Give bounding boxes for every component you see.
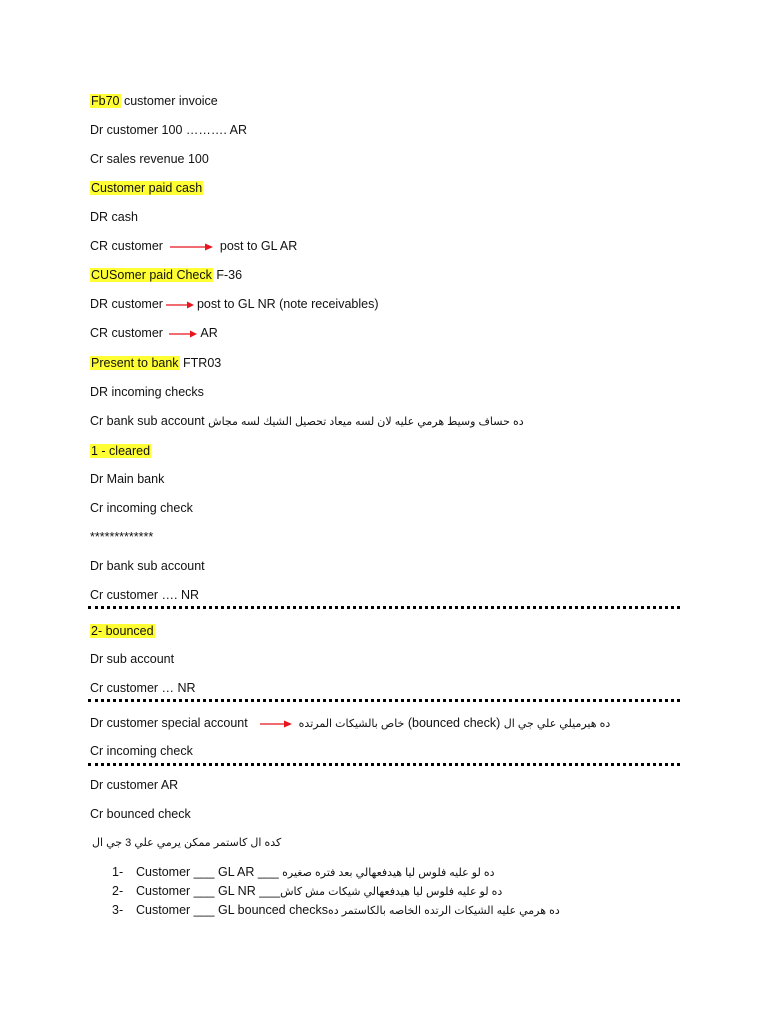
dotted-divider <box>88 763 680 766</box>
fb70-text: customer invoice <box>120 94 218 108</box>
cr-customer-check-label: CR customer <box>90 326 163 340</box>
cr-customer-nr-line-2: Cr customer … NR <box>90 681 196 695</box>
summary-item-label: Customer ___ GL AR ___ <box>136 865 279 879</box>
summary-item-note: ده هرمي عليه الشيكات الرتده الخاصه بالكاستمر ده <box>328 905 560 917</box>
post-gl-ar-text: post to GL AR <box>219 239 298 253</box>
bounced-highlight: 2- bounced <box>91 624 154 638</box>
dr-cash-line: DR cash <box>90 210 138 224</box>
present-to-bank-highlight: Present to bank <box>91 356 179 370</box>
summary-intro-arabic: كده ال كاستمر ممكن يرمي علي 3 جي ال <box>92 837 282 849</box>
cr-customer-nr-line-1: Cr customer …. NR <box>90 588 200 602</box>
red-arrow-icon <box>168 329 198 339</box>
fb70-code-highlight: Fb70 <box>91 94 120 108</box>
red-arrow-icon <box>168 242 214 252</box>
summary-item-label: Customer ___ GL bounced checks <box>136 903 329 917</box>
fb70-line <box>90 93 218 109</box>
summary-item-note: ده لو عليه فلوس ليا هيدفعهالي شيكات مش كاش <box>280 886 503 898</box>
summary-item-number: 1- <box>112 865 124 879</box>
dr-main-bank-line: Dr Main bank <box>90 472 165 486</box>
dotted-divider <box>88 606 680 609</box>
cr-sales-revenue-line: Cr sales revenue 100 <box>90 152 209 166</box>
customer-paid-check-line <box>90 267 242 283</box>
dr-customer-ar-line: Dr customer AR <box>90 778 179 792</box>
special-note-arabic-1: خاص بالشيكات المرتده <box>298 718 405 730</box>
post-gl-nr-text: post to GL NR (note receivables) <box>196 297 379 311</box>
dr-bank-sub-account-line: Dr bank sub account <box>90 559 205 573</box>
red-arrow-icon <box>259 719 293 729</box>
bounced-heading <box>90 623 155 639</box>
cr-bank-sub-account-label: Cr bank sub account <box>90 414 205 428</box>
customer-paid-cash-heading <box>90 180 203 196</box>
cr-customer-check-line <box>90 325 218 341</box>
dr-customer-special-line <box>90 715 610 732</box>
dotted-divider <box>88 699 680 702</box>
stars-separator: ************* <box>90 530 154 544</box>
summary-item-label: Customer ___ GL NR ___ <box>136 884 281 898</box>
cr-customer-cash-line <box>90 238 297 254</box>
cr-bank-sub-account-line <box>90 413 524 430</box>
red-arrow-icon <box>165 300 195 310</box>
summary-item-2 <box>112 883 502 900</box>
summary-item-number: 3- <box>112 903 124 917</box>
summary-item-3 <box>112 902 560 919</box>
ar-text: AR <box>200 326 218 340</box>
customer-paid-check-highlight: CUSomer paid Check <box>91 268 212 282</box>
cleared-highlight: 1 - cleared <box>91 444 151 458</box>
cr-bounced-check-line: Cr bounced check <box>90 807 191 821</box>
cr-bank-sub-account-note: ده حساف وسيط هرمي عليه لان لسه ميعاد تحصيل الشيك لسه مجاش <box>208 416 524 428</box>
f36-code: F-36 <box>212 268 243 282</box>
customer-paid-cash-highlight: Customer paid cash <box>91 181 203 195</box>
dr-sub-account-line: Dr sub account <box>90 652 175 666</box>
summary-item-note: ده لو عليه فلوس ليا هيدفعهالي بعد فتره صغيره <box>282 867 495 879</box>
dr-incoming-checks-line: DR incoming checks <box>90 385 204 399</box>
summary-item-1 <box>112 864 495 881</box>
summary-item-number: 2- <box>112 884 124 898</box>
cr-incoming-check-line-2: Cr incoming check <box>90 744 193 758</box>
special-note-english: (bounced check) <box>407 716 501 730</box>
dr-customer-special-label: Dr customer special account <box>90 716 248 730</box>
cr-incoming-check-line-1: Cr incoming check <box>90 501 193 515</box>
dr-customer-invoice-line: Dr customer 100 ………. AR <box>90 123 247 137</box>
cleared-heading <box>90 443 151 459</box>
present-to-bank-line <box>90 355 221 371</box>
cr-customer-cash-label: CR customer <box>90 239 163 253</box>
special-note-arabic-2: ده هيرميلي علي جي ال <box>503 718 611 730</box>
ftr03-code: FTR03 <box>179 356 222 370</box>
dr-customer-check-label: DR customer <box>90 297 163 311</box>
dr-customer-check-line <box>90 296 379 312</box>
